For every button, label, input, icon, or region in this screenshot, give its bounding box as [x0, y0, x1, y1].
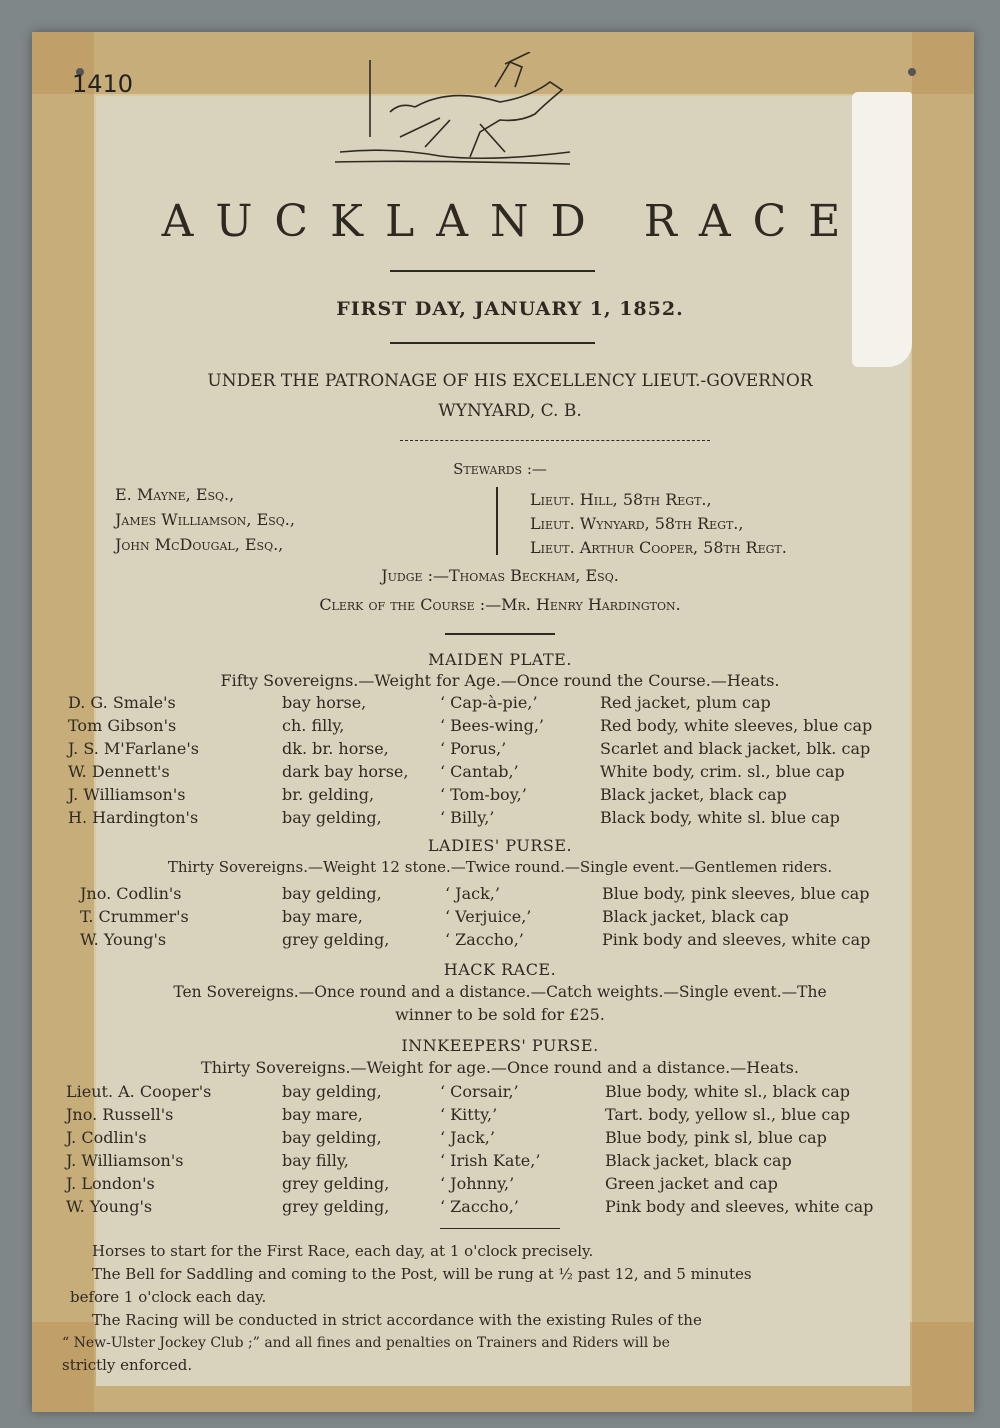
steward-right: Lieut. Wynyard, 58th Regt.,	[530, 514, 744, 533]
section-conditions: Thirty Sovereigns.—Weight for age.—Once round and a distance.—Heats.	[201, 1058, 799, 1077]
entry-colours: Black jacket, black cap	[600, 785, 787, 804]
patronage-line-2: WYNYARD, C. B.	[438, 401, 582, 421]
footer-line: Horses to start for the First Race, each day, at 1 o'clock precisely.	[92, 1242, 594, 1260]
patronage-line-1: UNDER THE PATRONAGE OF HIS EXCELLENCY LIEUT.-GOVERNOR	[207, 371, 813, 391]
entry-owner: H. Hardington's	[68, 808, 199, 827]
steward-divider	[496, 487, 498, 555]
footer-line: “ New-Ulster Jockey Club ;” and all fines and penalties on Trainers and Riders will be	[62, 1335, 670, 1351]
footer-line: strictly enforced.	[62, 1356, 193, 1374]
footer-line: before 1 o'clock each day.	[70, 1288, 267, 1306]
steward-left: James Williamson, Esq.,	[115, 510, 295, 529]
entry-colours: Scarlet and black jacket, blk. cap	[600, 739, 871, 758]
entry-name: ‘ Jack,’	[445, 884, 500, 903]
entry-owner: Tom Gibson's	[68, 716, 177, 735]
entry-owner: J. S. M'Farlane's	[68, 739, 199, 758]
section-conditions: Fifty Sovereigns.—Weight for Age.—Once round the Course.—Heats.	[220, 671, 780, 690]
entry-horse: br. gelding,	[282, 785, 375, 804]
clerk-line: Clerk of the Course :—Mr. Henry Hardington.	[319, 595, 681, 614]
entry-horse: bay gelding,	[282, 1128, 382, 1147]
entry-colours: Tart. body, yellow sl., blue cap	[605, 1105, 851, 1124]
steward-left: E. Mayne, Esq.,	[115, 485, 235, 504]
pin-hole	[908, 68, 916, 76]
steward-right: Lieut. Arthur Cooper, 58th Regt.	[530, 538, 787, 557]
entry-owner: J. Williamson's	[68, 785, 186, 804]
entry-colours: Black jacket, black cap	[602, 907, 789, 926]
entry-name: ‘ Billy,’	[440, 808, 495, 827]
entry-colours: Blue body, white sl., black cap	[605, 1082, 851, 1101]
entry-colours: Pink body and sleeves, white cap	[605, 1197, 874, 1216]
divider	[400, 440, 710, 442]
footer-line: The Bell for Saddling and coming to the Post, will be rung at ½ past 12, and 5 minutes	[92, 1265, 752, 1283]
entry-name: ‘ Cap-à-pie,’	[440, 693, 538, 712]
entry-name: ‘ Johnny,’	[440, 1174, 515, 1193]
entry-name: ‘ Jack,’	[440, 1128, 495, 1147]
section-title-ladies-purse: LADIES' PURSE.	[427, 836, 573, 855]
entry-owner: T. Crummer's	[80, 907, 189, 926]
entry-owner: J. Codlin's	[66, 1128, 147, 1147]
entry-colours: White body, crim. sl., blue cap	[600, 762, 845, 781]
entry-horse: dark bay horse,	[282, 762, 409, 781]
horse-rider-illustration	[330, 52, 580, 172]
entry-name: ‘ Verjuice,’	[445, 907, 532, 926]
steward-right: Lieut. Hill, 58th Regt.,	[530, 490, 712, 509]
entry-owner: Jno. Codlin's	[80, 884, 182, 903]
entry-name: ‘ Zaccho,’	[445, 930, 524, 949]
catalog-number: 1410	[72, 70, 134, 98]
entry-name: ‘ Cantab,’	[440, 762, 519, 781]
entry-owner: Lieut. A. Cooper's	[66, 1082, 212, 1101]
judge-line: Judge :—Thomas Beckham, Esq.	[381, 566, 619, 585]
race-date: FIRST DAY, JANUARY 1, 1852.	[336, 298, 684, 320]
divider	[445, 633, 555, 635]
entry-owner: J. Williamson's	[66, 1151, 184, 1170]
entry-owner: W. Young's	[66, 1197, 153, 1216]
section-title-hack-race: HACK RACE.	[443, 960, 557, 979]
section-title-innkeepers-purse: INNKEEPERS' PURSE.	[401, 1036, 599, 1055]
entry-colours: Red body, white sleeves, blue cap	[600, 716, 873, 735]
divider	[440, 1228, 560, 1229]
entry-owner: W. Dennett's	[68, 762, 170, 781]
entry-name: ‘ Porus,’	[440, 739, 507, 758]
entry-name: ‘ Corsair,’	[440, 1082, 519, 1101]
poster-title: AUCKLAND RACE	[161, 196, 863, 247]
entry-colours: Black jacket, black cap	[605, 1151, 792, 1170]
entry-horse: bay gelding,	[282, 884, 382, 903]
entry-horse: ch. filly,	[282, 716, 345, 735]
footer-line: The Racing will be conducted in strict accordance with the existing Rules of the	[92, 1311, 702, 1329]
entry-horse: grey gelding,	[282, 930, 390, 949]
entry-owner: J. London's	[66, 1174, 155, 1193]
entry-horse: grey gelding,	[282, 1174, 390, 1193]
entry-horse: bay filly,	[282, 1151, 349, 1170]
section-conditions: Thirty Sovereigns.—Weight 12 stone.—Twice round.—Single event.—Gentlemen riders.	[167, 858, 833, 876]
section-conditions: winner to be sold for £25.	[395, 1005, 605, 1024]
entry-horse: bay gelding,	[282, 1082, 382, 1101]
divider	[390, 342, 595, 344]
entry-colours: Red jacket, plum cap	[600, 693, 771, 712]
entry-colours: Green jacket and cap	[605, 1174, 778, 1193]
entry-name: ‘ Irish Kate,’	[440, 1151, 541, 1170]
steward-left: John McDougal, Esq.,	[115, 535, 284, 554]
entry-colours: Black body, white sl. blue cap	[600, 808, 840, 827]
entry-colours: Blue body, pink sleeves, blue cap	[602, 884, 870, 903]
entry-name: ‘ Zaccho,’	[440, 1197, 519, 1216]
entry-colours: Blue body, pink sl, blue cap	[605, 1128, 827, 1147]
entry-name: ‘ Kitty,’	[440, 1105, 498, 1124]
entry-colours: Pink body and sleeves, white cap	[602, 930, 871, 949]
entry-owner: Jno. Russell's	[66, 1105, 174, 1124]
entry-horse: bay gelding,	[282, 808, 382, 827]
stewards-heading: Stewards :—	[453, 460, 547, 478]
entry-horse: dk. br. horse,	[282, 739, 389, 758]
entry-owner: D. G. Smale's	[68, 693, 176, 712]
entry-horse: grey gelding,	[282, 1197, 390, 1216]
entry-horse: bay horse,	[282, 693, 367, 712]
entry-horse: bay mare,	[282, 907, 363, 926]
entry-name: ‘ Bees-wing,’	[440, 716, 545, 735]
entry-name: ‘ Tom-boy,’	[440, 785, 527, 804]
section-conditions: Ten Sovereigns.—Once round and a distance.—Catch weights.—Single event.—The	[173, 983, 827, 1001]
section-title-maiden-plate: MAIDEN PLATE.	[428, 650, 572, 669]
entry-horse: bay mare,	[282, 1105, 363, 1124]
entry-owner: W. Young's	[80, 930, 167, 949]
divider	[390, 270, 595, 272]
